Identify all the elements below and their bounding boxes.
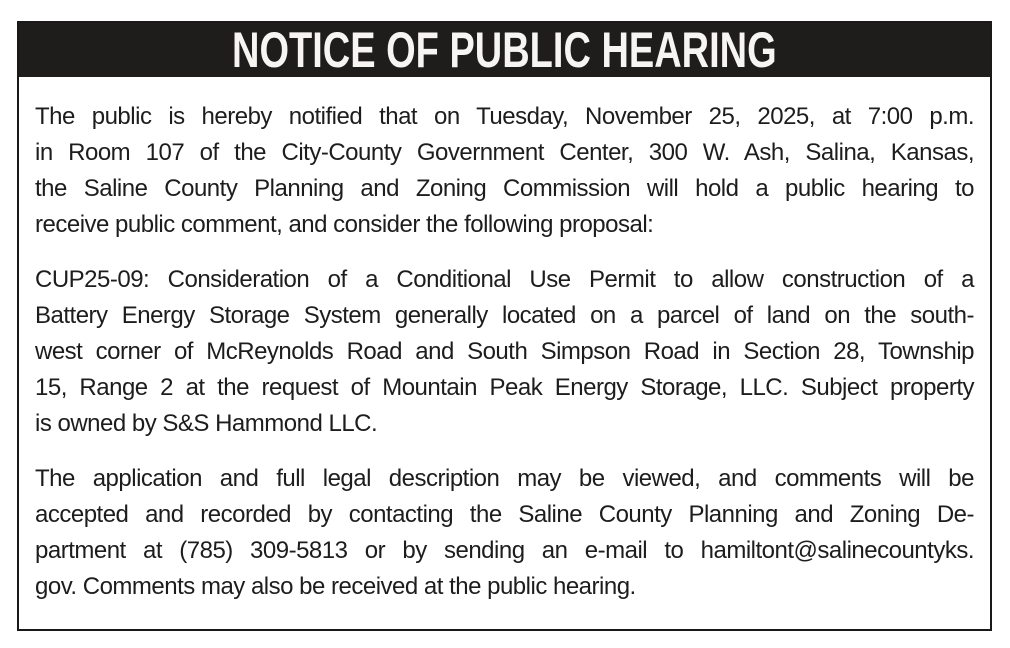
- notice-line: Battery Energy Storage System generally located on a parcel of land on the south-: [35, 302, 974, 329]
- notice-paragraph: [35, 99, 974, 243]
- notice-line: the Saline County Planning and Zoning Commission will hold a public hearing to: [35, 175, 974, 202]
- notice-line: is owned by S&S Hammond LLC.: [35, 410, 378, 437]
- notice-line: receive public comment, and consider the following proposal:: [35, 211, 654, 238]
- notice-line: partment at (785) 309-5813 or by sending an e-mail to hamiltont@salinecountyks.: [35, 537, 974, 564]
- notice-line: west corner of McReynolds Road and South Simpson Road in Section 28, Township: [35, 338, 974, 365]
- notice-body: [19, 77, 990, 605]
- notice-paragraph: [35, 262, 974, 442]
- notice-line: accepted and recorded by contacting the Saline County Planning and Zoning De-: [35, 501, 974, 528]
- notice-paragraph: [35, 461, 974, 605]
- notice-line: The public is hereby notified that on Tuesday, November 25, 2025, at 7:00 p.m.: [35, 103, 974, 130]
- notice-box: [17, 21, 992, 631]
- notice-line: in Room 107 of the City-County Government Center, 300 W. Ash, Salina, Kansas,: [35, 139, 974, 166]
- notice-header: [19, 23, 990, 77]
- notice-line: CUP25-09: Consideration of a Conditional Use Permit to allow construction of a: [35, 266, 974, 293]
- notice-line: The application and full legal description may be viewed, and comments will be: [35, 465, 974, 492]
- notice-line: 15, Range 2 at the request of Mountain Peak Energy Storage, LLC. Subject property: [35, 374, 974, 401]
- notice-line: gov. Comments may also be received at the public hearing.: [35, 573, 636, 600]
- notice-title: NOTICE OF PUBLIC HEARING: [232, 23, 777, 77]
